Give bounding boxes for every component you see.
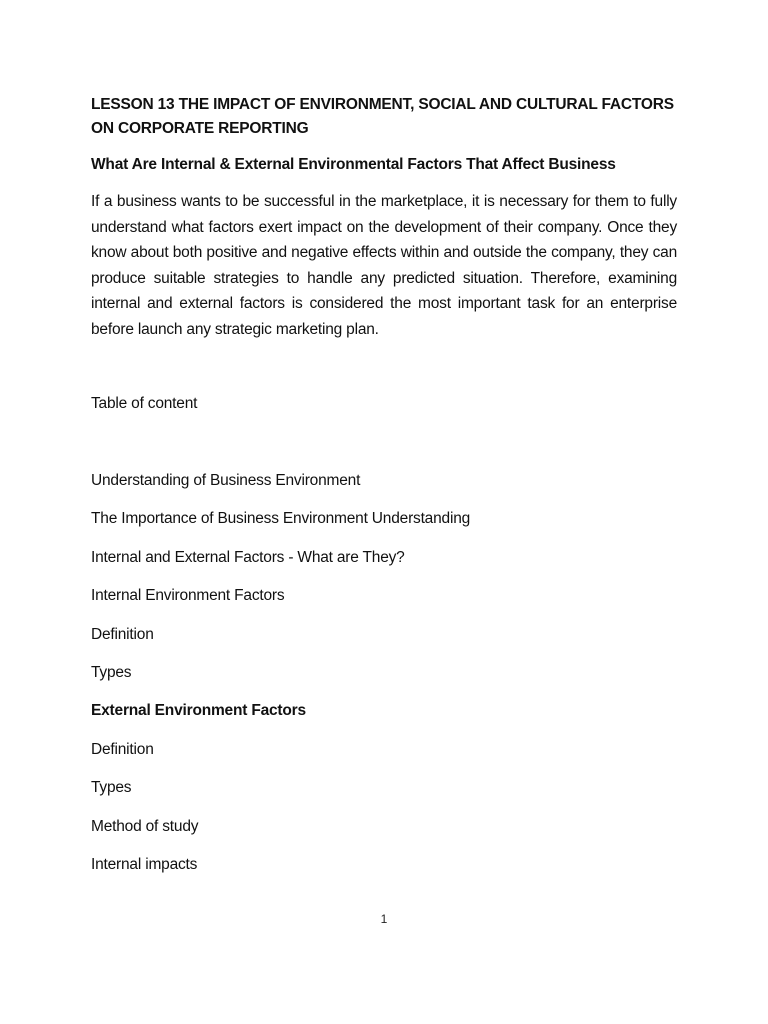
intro-paragraph: If a business wants to be successful in the marketplace, it is necessary for them to fully understand what factors exert impact on the development of their company. Once they know about both positive and negative effects within and outside the company, they can produce suitable strategies to handle any predicted situation. Therefore, examining internal and external factors is considered the most important task for an enterprise before launch any strategic marketing plan.: [91, 193, 677, 338]
toc-item: External Environment Factors: [91, 702, 306, 720]
toc-item: Internal Environment Factors: [91, 587, 285, 605]
toc-item: Understanding of Business Environment: [91, 472, 361, 489]
toc-item: Method of study: [91, 817, 199, 835]
toc-list: [91, 469, 677, 877]
page-number: 1: [380, 912, 388, 926]
toc-item: Internal impacts: [91, 855, 198, 873]
toc-item: Types: [91, 663, 132, 681]
section-heading: What Are Internal & External Environmental Factors That Affect Business: [91, 156, 616, 173]
toc-item: Definition: [91, 625, 154, 643]
toc-item: Types: [91, 779, 132, 797]
toc-item: Definition: [91, 740, 154, 758]
toc-heading: Table of content: [91, 395, 198, 412]
page-content: [91, 93, 677, 891]
toc-item: Internal and External Factors - What are They?: [91, 548, 405, 566]
lesson-title: LESSON 13 THE IMPACT OF ENVIRONMENT, SOCIAL AND CULTURAL FACTORS ON CORPORATE REPORTING: [91, 96, 674, 137]
toc-item: The Importance of Business Environment Understanding: [91, 510, 471, 528]
